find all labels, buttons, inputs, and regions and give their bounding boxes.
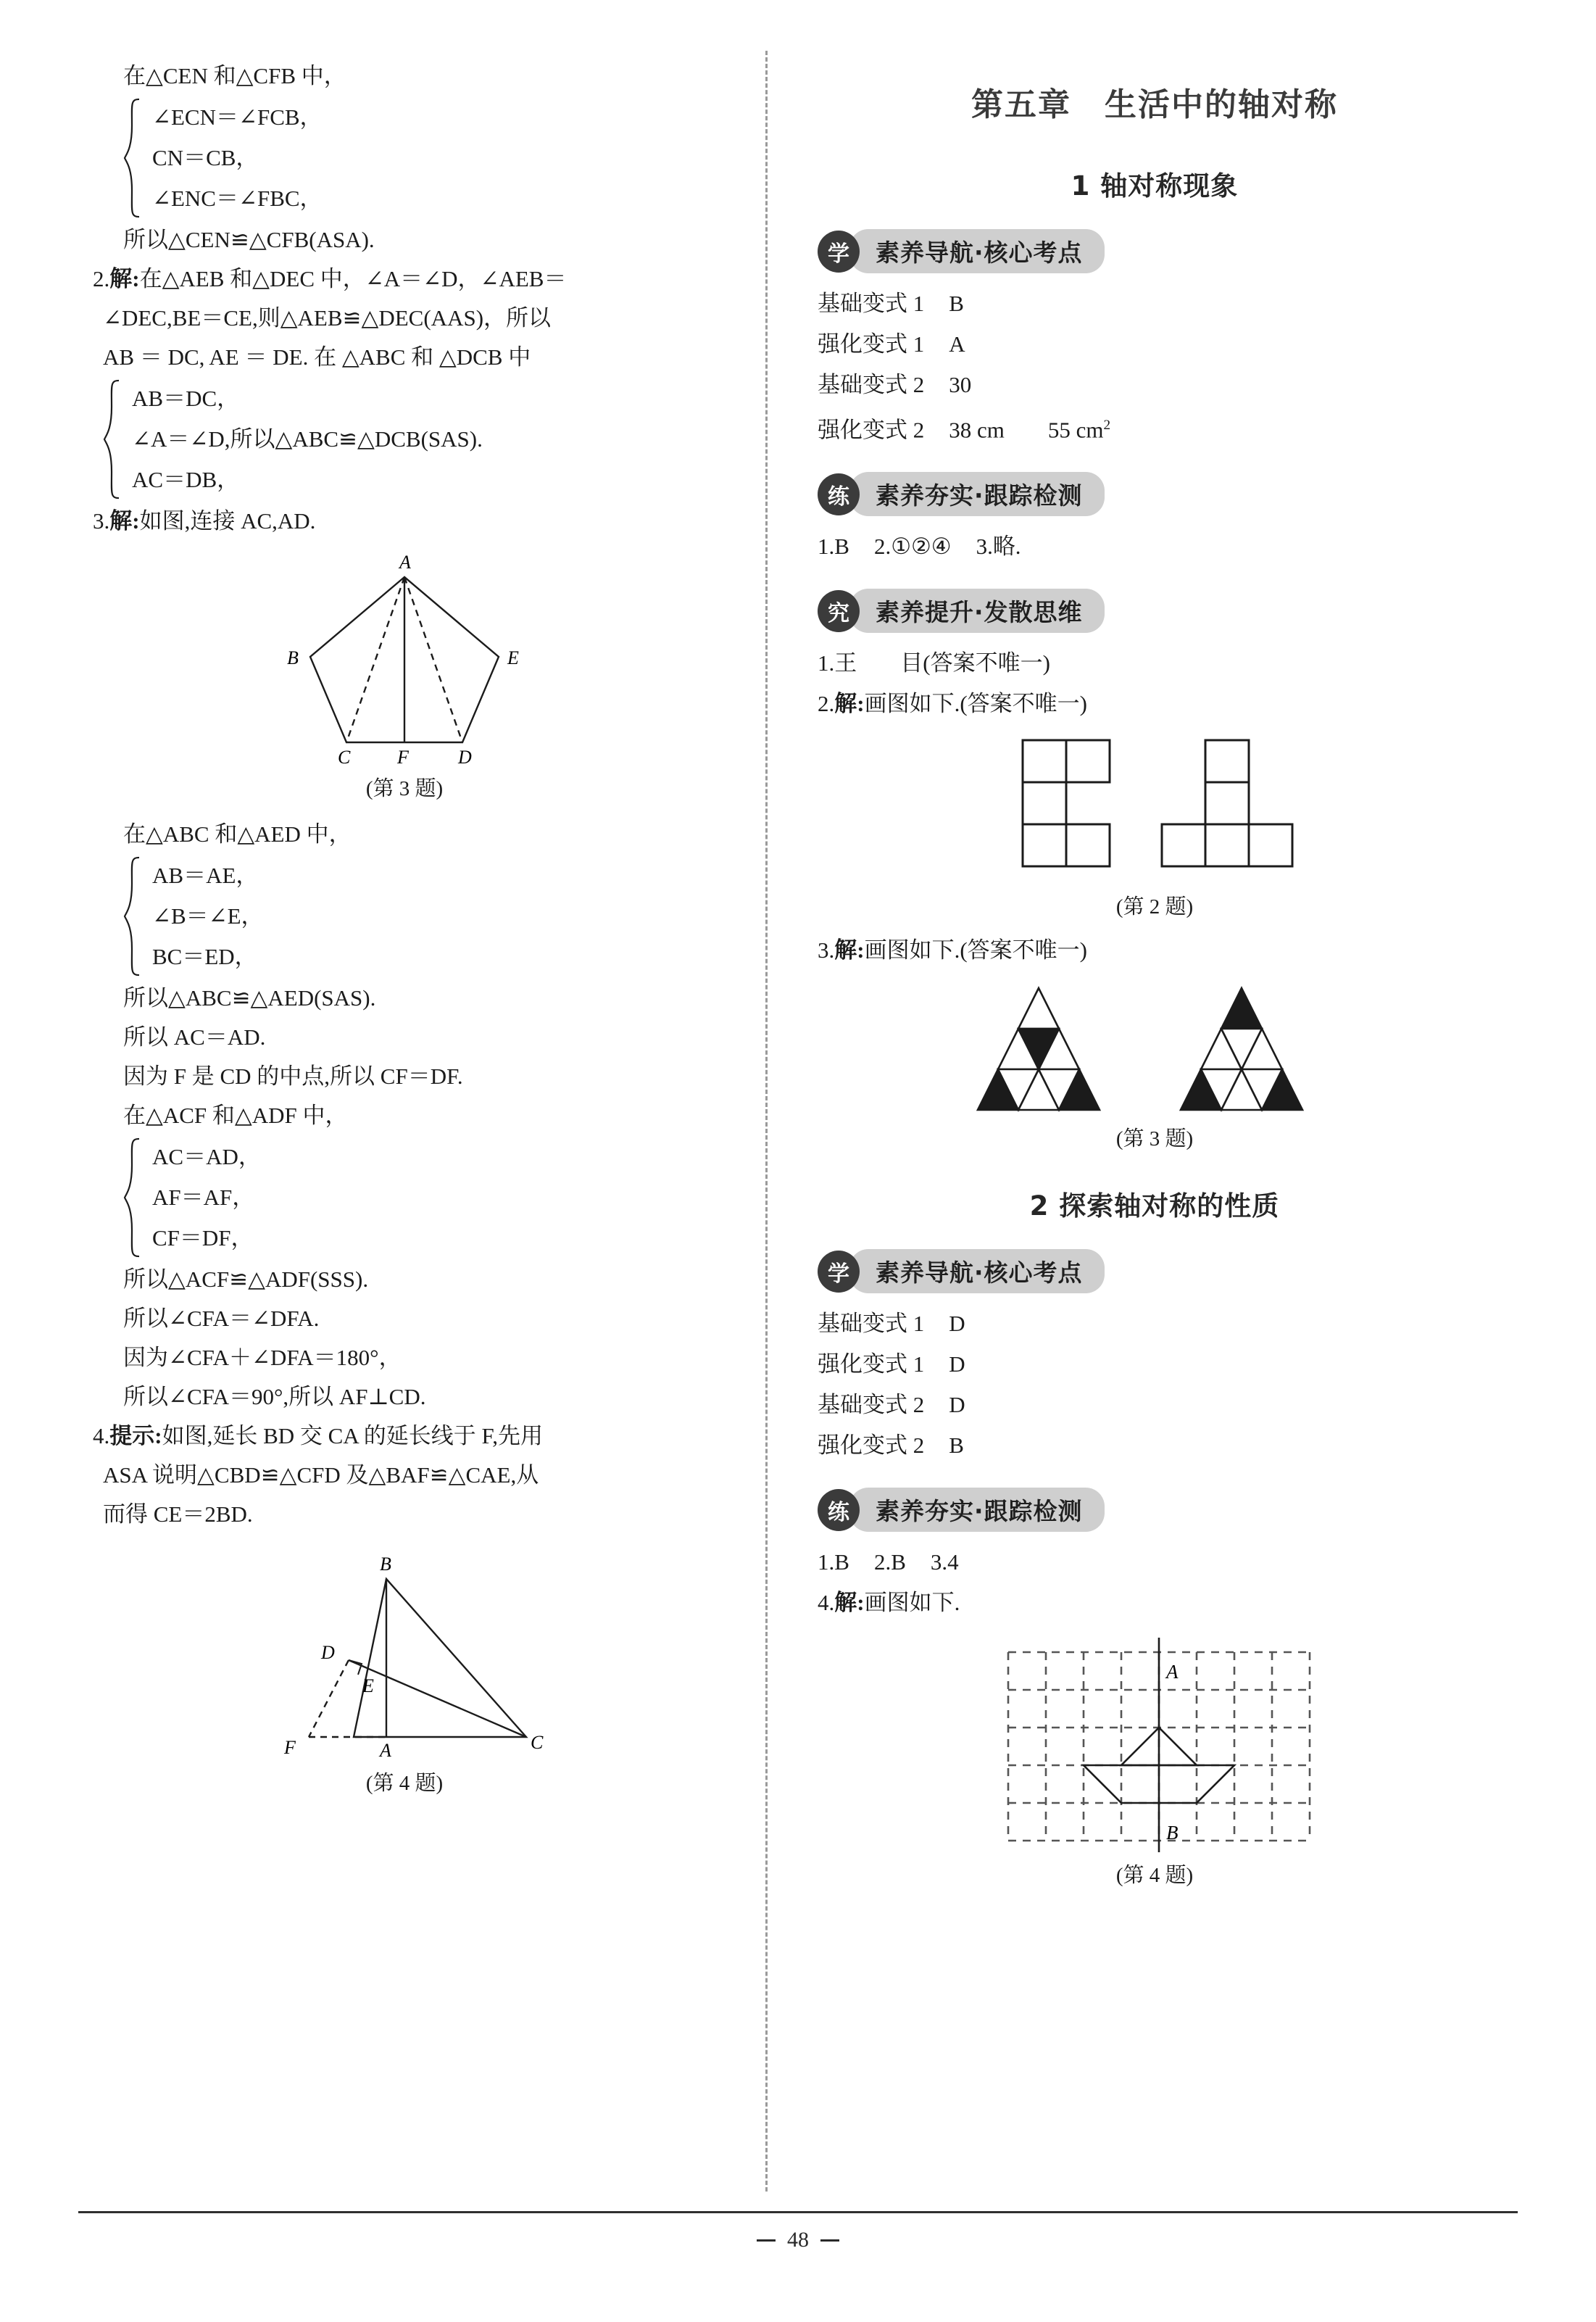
badge-practice-2 (818, 1488, 1492, 1532)
label-A: A (399, 552, 411, 573)
q3-line-1 (78, 502, 731, 541)
q2-system (78, 378, 731, 500)
q3-line-2: 在△ABC 和△AED 中， (123, 821, 352, 847)
chapter-title: 第五章 生活中的轴对称 (971, 86, 1338, 123)
item-text-2: 目(答案不唯一) (900, 650, 1050, 676)
section-title-1: 1 轴对称现象 (1071, 170, 1239, 202)
badge-explore-1 (818, 589, 1492, 633)
brace-icon (123, 855, 142, 977)
answer-row (818, 1303, 1492, 1344)
label-B: B (287, 647, 299, 668)
explore-item-3 (818, 930, 1492, 971)
q2-system-line: AB＝DC， (132, 386, 240, 411)
answer-row-name: 基础变式 1 (818, 1311, 925, 1337)
explore-item-2 (818, 684, 1492, 724)
figure-grid-q4 (818, 1635, 1492, 1888)
q4-line-1 (78, 1417, 731, 1456)
q2-line-1 (78, 260, 731, 299)
footer-dash-right (820, 2239, 839, 2242)
answer-no: 1. (818, 534, 835, 560)
q4-hint: 提示: (109, 1423, 162, 1448)
q1-conclusion: 所以△CEN≌△CFB(ASA). (123, 227, 375, 252)
answer-row-value-2-sup: 2 (1103, 418, 1111, 433)
badge-study-2 (818, 1249, 1492, 1293)
answer-row-value: 38 cm (949, 417, 1005, 443)
item-text: 王 (834, 650, 857, 676)
figure-caption: (第 4 题) (1115, 1864, 1194, 1888)
badge-char-icon: 学 (818, 1251, 860, 1293)
figure-caption: (第 3 题) (1115, 1127, 1194, 1151)
answer-no: 3. (930, 1549, 948, 1575)
item-solve: 解: (834, 937, 865, 963)
triangle-tiling-diagram (930, 978, 1379, 1116)
q4-line-3: 而得 CE＝2BD. (103, 1501, 253, 1527)
q3-system-line: ∠B＝∠E， (152, 903, 264, 929)
label-F: F (397, 747, 409, 766)
answer-row-name: 强化变式 1 (818, 331, 925, 357)
q1-system-line: ∠ECN＝∠FCB， (152, 104, 323, 130)
answer-val: B (891, 1549, 906, 1575)
badge-label: 素养夯实·跟踪检测 (849, 472, 1105, 516)
explore-item-1 (818, 643, 1492, 684)
q4-text: 如图,延长 BD 交 CA 的延长线于 F,先用 (162, 1423, 544, 1448)
brace-icon (103, 378, 122, 500)
section-title-2: 2 探索轴对称的性质 (1029, 1190, 1280, 1222)
q2-line-3: AB ＝ DC, AE ＝ DE. 在 △ABC 和 △DCB 中 (103, 344, 531, 370)
answer-val: B (834, 534, 849, 560)
answer-row (818, 1385, 1492, 1425)
answer-row-value: A (949, 331, 965, 357)
q2-text: 在△AEB 和△DEC 中，∠A＝∠D，∠AEB＝ (139, 266, 567, 291)
answer-no: 1. (818, 1549, 835, 1575)
label-E: E (362, 1675, 374, 1696)
answers-inline (818, 526, 1492, 567)
brace-icon (123, 97, 142, 219)
answer-row (818, 324, 1492, 365)
answer-row-value: B (949, 291, 964, 316)
pentagon-diagram (252, 548, 557, 766)
answer-row-value: D (949, 1311, 965, 1337)
q2-line-2: ∠DEC,BE＝CE,则△AEB≌△DEC(AAS)，所以 (103, 305, 552, 331)
figure-pentagon-q3 (78, 548, 731, 802)
badge-char-icon: 学 (818, 231, 860, 273)
answer-row (818, 365, 1492, 405)
answer-row-name: 强化变式 2 (818, 417, 925, 443)
answer-row (818, 405, 1492, 450)
q1-system-line: ∠ENC＝∠FBC， (152, 186, 323, 211)
label-A: A (380, 1740, 391, 1760)
polyomino-diagram (966, 731, 1343, 884)
figure-polyomino-q2 (818, 731, 1492, 920)
left-column (78, 57, 731, 1796)
answer-val: 4 (947, 1549, 959, 1575)
badge-label: 素养导航·核心考点 (849, 1249, 1105, 1293)
item-no: 2. (818, 691, 835, 717)
item-no: 3. (818, 937, 835, 963)
figure-caption: (第 2 题) (1115, 895, 1194, 919)
label-F: F (284, 1737, 296, 1758)
answer-row (818, 1344, 1492, 1385)
answer-row-name: 基础变式 1 (818, 291, 925, 316)
column-divider (765, 51, 768, 2192)
answer-val: ①②④ (891, 534, 952, 560)
answer-row-name: 基础变式 2 (818, 372, 925, 397)
item-text: 画图如下.(答案不唯一) (864, 937, 1087, 963)
label-A: A (1166, 1661, 1179, 1683)
answer-val: 略. (992, 534, 1021, 560)
q2-solve: 解: (109, 266, 140, 291)
page-footer (0, 2228, 1596, 2252)
answer-no: 3. (976, 534, 993, 560)
q2-label: 2. (93, 266, 110, 291)
answer-row-name: 基础变式 2 (818, 1392, 925, 1418)
figure-triangles-q3 (818, 978, 1492, 1152)
badge-practice-1 (818, 472, 1492, 516)
item-no: 4. (818, 1590, 835, 1616)
q2-system-line: ∠A＝∠D,所以△ABC≌△DCB(SAS). (132, 426, 483, 452)
label-B: B (1166, 1822, 1179, 1844)
brace-icon (123, 1137, 142, 1259)
answer-no: 2. (873, 1549, 891, 1575)
q3-system2-line: AF＝AF， (152, 1185, 255, 1210)
q3-after-1: 所以△ABC≌△AED(SAS). (123, 985, 376, 1011)
q3-after2-4: 所以∠CFA＝90°,所以 AF⊥CD. (123, 1384, 426, 1409)
figure-caption: (第 3 题) (365, 777, 444, 800)
q3-system2-line: CF＝DF， (152, 1225, 254, 1251)
q3-after-2: 所以 AC＝AD. (123, 1024, 266, 1050)
badge-label: 素养导航·核心考点 (849, 229, 1105, 273)
answer-row-value: B (949, 1432, 964, 1459)
label-C: C (531, 1732, 544, 1753)
q3-head: 如图,连接 AC,AD. (139, 508, 316, 534)
right-column (818, 57, 1492, 1888)
q4-label: 4. (93, 1423, 110, 1448)
q1-system (78, 97, 731, 219)
label-D: D (321, 1642, 335, 1663)
q4-line-2: ASA 说明△CBD≌△CFD 及△BAF≌△CAE,从 (103, 1462, 539, 1488)
q3-system-line: AB＝AE， (152, 863, 259, 888)
q3-label: 3. (93, 508, 110, 534)
item-text: 画图如下.(答案不唯一) (864, 691, 1087, 717)
answers-inline (818, 1542, 1492, 1583)
item-no: 1. (818, 650, 835, 676)
q3-after-4: 在△ACF 和△ADF 中， (123, 1103, 348, 1128)
badge-char-icon: 练 (818, 473, 860, 515)
item-solve: 解: (834, 1590, 865, 1616)
answer-row-value: D (949, 1351, 965, 1377)
answer-row-value-2: 55 cm (1047, 417, 1104, 443)
q3-system-1 (78, 855, 731, 977)
answer-row-name: 强化变式 2 (818, 1432, 925, 1459)
figure-triangle-q4 (78, 1550, 731, 1796)
item-solve: 解: (834, 691, 865, 717)
answer-row (818, 283, 1492, 324)
badge-label: 素养夯实·跟踪检测 (849, 1488, 1105, 1532)
q3-system2-line: AC＝AD， (152, 1144, 261, 1169)
q1-intro: 在△CEN 和△CFB 中， (123, 63, 346, 88)
q3-solve: 解: (109, 508, 140, 534)
footer-rule (78, 2211, 1518, 2213)
q2-system-line: AC＝DB， (132, 467, 240, 492)
label-C: C (338, 747, 351, 766)
q3-after-3: 因为 F 是 CD 的中点,所以 CF＝DF. (123, 1063, 463, 1089)
item-text: 画图如下. (864, 1590, 960, 1616)
label-E: E (507, 647, 519, 668)
q3-system-2 (78, 1137, 731, 1259)
label-D: D (458, 747, 472, 766)
practice-item-4 (818, 1583, 1492, 1623)
q3-after2-3: 因为∠CFA＋∠DFA＝180°， (123, 1345, 402, 1370)
q3-after2-2: 所以∠CFA＝∠DFA. (123, 1306, 320, 1331)
answer-row-name: 强化变式 1 (818, 1351, 925, 1377)
badge-study-1 (818, 229, 1492, 273)
answer-no: 2. (873, 534, 891, 560)
badge-char-icon: 究 (818, 590, 860, 632)
footer-dash-left (757, 2239, 776, 2242)
q3-after2-1: 所以△ACF≌△ADF(SSS). (123, 1266, 369, 1292)
badge-char-icon: 练 (818, 1489, 860, 1531)
answer-row-value: D (949, 1392, 965, 1418)
q3-system-line: BC＝ED， (152, 944, 257, 969)
answer-row (818, 1425, 1492, 1466)
q1-system-line: CN＝CB， (152, 145, 259, 170)
label-B: B (380, 1554, 391, 1575)
answer-val: B (834, 1549, 849, 1575)
figure-caption: (第 4 题) (365, 1772, 444, 1795)
badge-label: 素养提升·发散思维 (849, 589, 1105, 633)
page-number: 48 (787, 2228, 809, 2252)
grid-reflection-diagram (952, 1635, 1358, 1852)
triangle-diagram (252, 1550, 557, 1760)
answer-row-value: 30 (949, 372, 972, 397)
